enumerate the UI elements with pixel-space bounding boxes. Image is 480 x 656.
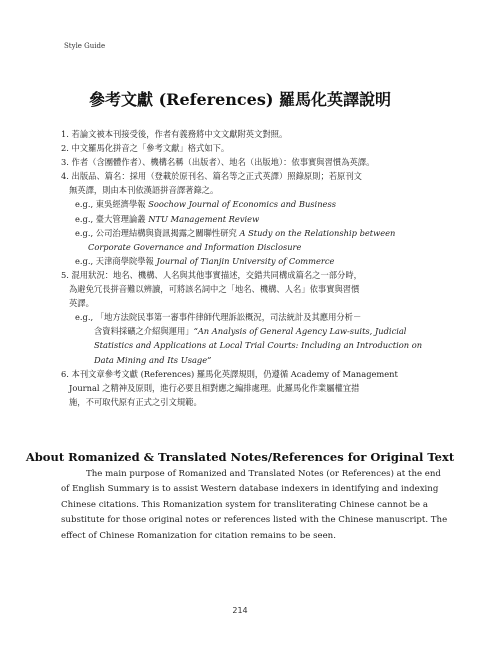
body-paragraph: [61, 467, 448, 544]
list-item-6-cont: Journal 之精神及原則，進行必要且相對應之編排處理。此羅馬化作業屬權宜措: [69, 382, 360, 393]
paragraph-line: of English Summary is to assist Western database indexers in identifying and indexing: [61, 484, 439, 495]
example-cn: e.g., 臺大管理論叢: [75, 213, 149, 224]
paragraph-line: Chinese citations. This Romanization system for transliterating Chinese cannot be a: [61, 499, 428, 510]
section-title: About Romanized & Translated Notes/References for Original Text: [25, 450, 455, 464]
example-governance: [61, 226, 423, 240]
guidelines-list: [61, 127, 423, 409]
example-court-cont: [61, 324, 423, 338]
running-head: Style Guide: [64, 42, 106, 50]
example-cn: e.g., 公司治理結構與資訊揭露之關聯性研究: [75, 227, 240, 238]
example-cn: 含資料採礦之介紹與運用」: [94, 326, 194, 337]
list-item-2: 2. 中文羅馬化拼音之「參考文獻」格式如下。: [61, 143, 230, 154]
example-cn: e.g., 天津商學院學報: [75, 255, 157, 266]
paragraph-line: The main purpose of Romanized and Translated Notes (or References) at the end: [86, 469, 441, 479]
list-item-1: 1. 若論文被本刊接受後，作者有義務將中文文獻附英文對照。: [61, 129, 288, 139]
example-tianjin: [61, 254, 423, 268]
paragraph-line: effect of Chinese Romanization for citation remains to be seen.: [61, 530, 336, 541]
paragraph-line: substitute for those original notes or references listed with the Chinese manuscript. The: [61, 515, 448, 526]
example-soochow: [61, 197, 423, 211]
page-number: 214: [232, 606, 248, 615]
example-court-cont: Data Mining and Its Usage”: [94, 354, 212, 365]
example-en: A Study on the Relationship between: [239, 227, 396, 238]
list-item-6-cont: 施，不可取代原有正式之引文規範。: [69, 396, 202, 407]
list-item-5-cont: 為避免冗長拼音難以辨讀，可將該名詞中之「地名、機構、人名」依事實與習慣: [69, 284, 360, 295]
example-en: Journal of Tianjin University of Commerce: [156, 255, 335, 266]
list-item-5-cont: 英譯。: [69, 298, 94, 309]
list-item-5: 5. 混用狀況：地名、機構、人名與其他事實描述，交錯共同構成篇名之一部分時，: [61, 269, 362, 280]
page-title: 參考文獻 (References) 羅馬化英譯說明: [89, 90, 391, 109]
list-item-6: 6. 本刊文章參考文獻 (References) 羅馬化英譯規則，仍遵循 Academy of Management: [61, 368, 398, 379]
example-en: NTU Management Review: [148, 213, 260, 224]
example-en: “An Analysis of General Agency Law-suits, Judicial: [193, 326, 407, 337]
example-ntu: [61, 212, 423, 226]
example-cn: e.g., 東吳經濟學報: [75, 199, 149, 210]
list-item-4: 4. 出版品、篇名：採用（登載於原刊名、篇名等之正式英譯）照錄原則；若原刊文: [61, 171, 362, 182]
example-court-cont: Statistics and Applications at Local Trial Courts: Including an Introduction on: [94, 340, 423, 351]
example-en: Soochow Journal of Economics and Business: [148, 199, 336, 210]
example-governance-cont: Corporate Governance and Information Disclosure: [88, 241, 302, 252]
example-court: e.g., 「地方法院民事第一審事件律師代理訴訟概況，司法統計及其應用分析－: [75, 312, 362, 323]
list-item-4-cont: 無英譯，則由本刊依漢語拼音譯著錄之。: [69, 185, 219, 196]
list-item-3: 3. 作者（含團體作者）、機構名稱（出版者）、地名（出版地）：依事實與習慣為英譯。: [61, 157, 375, 168]
